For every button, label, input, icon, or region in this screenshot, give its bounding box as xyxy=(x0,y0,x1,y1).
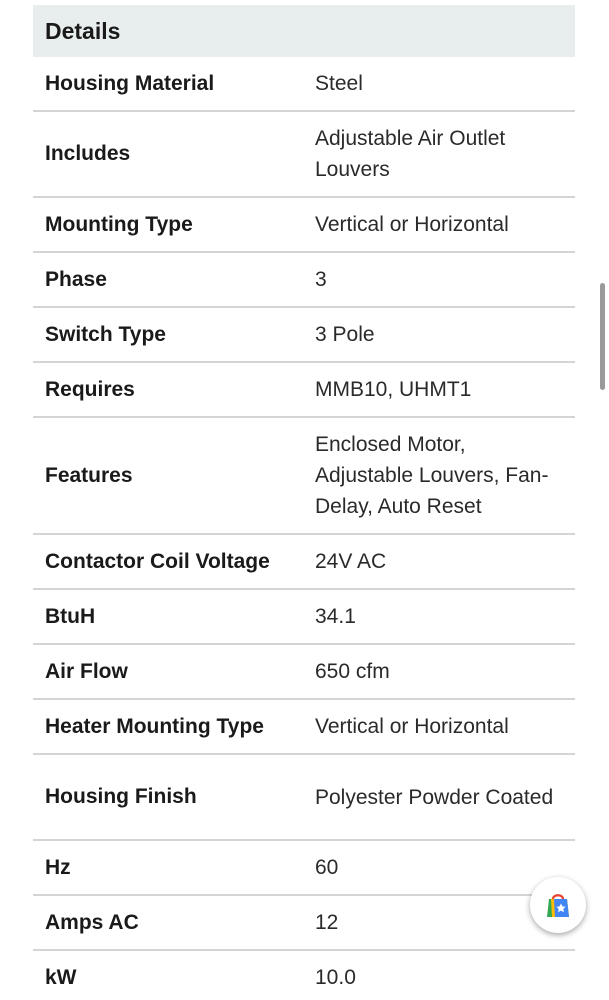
detail-row-hz xyxy=(33,841,575,896)
detail-label: Phase xyxy=(45,267,107,291)
detail-label: Housing Material xyxy=(45,71,215,95)
detail-value: Vertical or Horizontal xyxy=(315,213,509,236)
details-header xyxy=(33,5,575,57)
detail-label: BtuH xyxy=(45,604,96,628)
vertical-scrollbar[interactable] xyxy=(600,283,605,390)
detail-value: 10.0 xyxy=(315,966,356,989)
shopping-bag-button[interactable] xyxy=(530,877,586,933)
detail-value: Vertical or Horizontal xyxy=(315,715,509,738)
detail-label: Features xyxy=(45,463,133,487)
detail-row-mounting-type xyxy=(33,198,575,253)
detail-value: 650 cfm xyxy=(315,660,390,683)
detail-row-contactor-coil-voltage xyxy=(33,535,575,590)
detail-value: Adjustable Air Outlet Louvers xyxy=(315,127,506,181)
details-title: Details xyxy=(45,17,121,44)
detail-label: Mounting Type xyxy=(45,212,193,236)
detail-label: Switch Type xyxy=(45,322,166,346)
detail-value: 3 Pole xyxy=(315,323,375,346)
detail-row-housing-finish xyxy=(33,755,575,841)
detail-value: 34.1 xyxy=(315,605,356,628)
detail-label: Air Flow xyxy=(45,659,128,683)
detail-row-includes xyxy=(33,112,575,198)
shopping-bag-star-icon xyxy=(542,889,574,921)
detail-value: 12 xyxy=(315,911,339,934)
detail-label: Requires xyxy=(45,377,135,401)
detail-value: 3 xyxy=(315,268,327,291)
detail-row-amps-ac xyxy=(33,896,575,951)
detail-label: Contactor Coil Voltage xyxy=(45,549,270,573)
detail-label: Heater Mounting Type xyxy=(45,714,264,738)
detail-label: Housing Finish xyxy=(45,785,197,808)
detail-row-requires xyxy=(33,363,575,418)
detail-row-switch-type xyxy=(33,308,575,363)
detail-value: 60 xyxy=(315,856,339,879)
detail-value: MMB10, UHMT1 xyxy=(315,378,472,401)
detail-label: Amps AC xyxy=(45,910,139,934)
detail-value: Polyester Powder Coated xyxy=(315,785,554,809)
detail-label: kW xyxy=(45,965,77,989)
detail-row-features xyxy=(33,418,575,535)
detail-value: Enclosed Motor, Adjustable Louvers, Fan-Delay, Auto Reset xyxy=(315,433,549,518)
detail-label: Includes xyxy=(45,142,131,165)
detail-label: Hz xyxy=(45,855,71,879)
details-table xyxy=(33,5,575,1000)
detail-value: Steel xyxy=(315,72,363,95)
detail-row-phase xyxy=(33,253,575,308)
detail-value: 24V AC xyxy=(315,550,387,573)
detail-row-heater-mounting-type xyxy=(33,700,575,755)
detail-row-air-flow xyxy=(33,645,575,700)
detail-row-kw xyxy=(33,951,575,1000)
detail-row-housing-material xyxy=(33,57,575,112)
detail-row-btuh xyxy=(33,590,575,645)
